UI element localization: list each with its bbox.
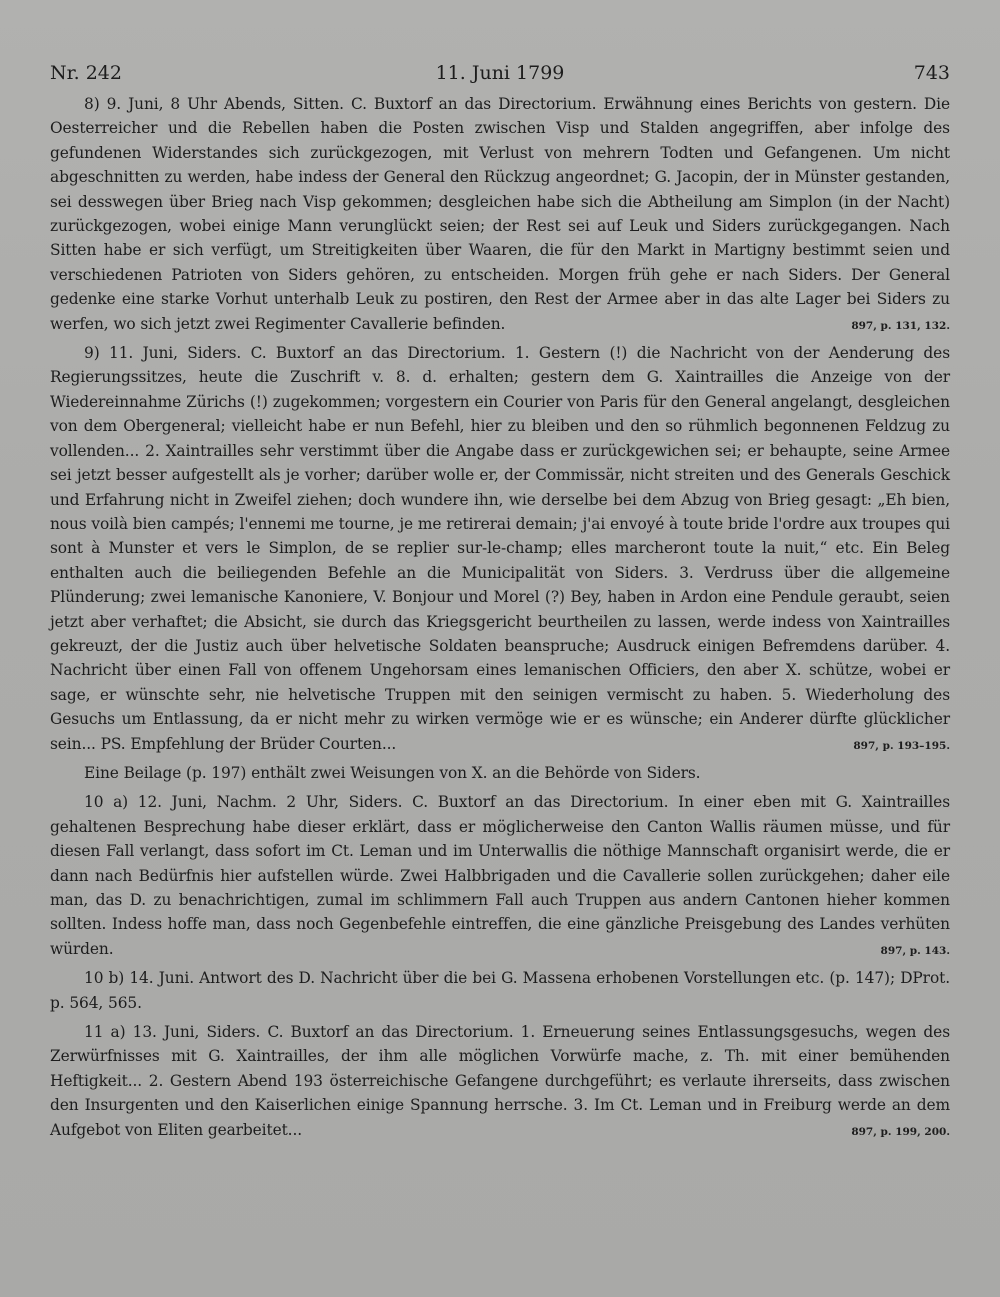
archive-reference: 897, p. 193–195. [853,739,950,752]
page-number: 743 [913,62,950,84]
archive-reference: 897, p. 131, 132. [851,319,950,332]
entry-text: 11 a) 13. Juni, Siders. C. Buxtorf an das Directorium. 1. Erneuerung seines Entlassungsgesuchs, wegen des Zerwürfnisses mit G. Xaintrailles, der ihm alle möglichen Vorwürfe mache, z. Th. mit einer bemühenden Heftigkeit... 2. Gestern Abend 193 österreichische Gefangene durchgeführt; es verlaute ihrerseits, dass zwischen den Insurgenten und den Kaiserlichen einige Spannung herrsche. 3. Im Ct. Leman und in Freiburg werde an dem Aufgebot von Eliten gearbeitet... [50,1023,950,1139]
entry-text: 8) 9. Juni, 8 Uhr Abends, Sitten. C. Buxtorf an das Directorium. Erwähnung eines Berichts von gestern. Die Oesterreicher und die Rebellen haben die Posten zwischen Visp und Stalden angegriffen, aber infolge des gefundenen Widerstandes sich zurückgezogen, mit Verlust von mehrern Todten und Gefangenen. Um nicht abgeschnitten zu werden, habe indess der General den Rückzug angeordnet; G. Jacopin, der in Münster gestanden, sei desswegen über Brieg nach Visp gekommen; desgleichen habe sich die Abtheilung am Simplon (in der Nacht) zurückgezogen, wobei einige Mann verunglückt seien; der Rest sei auf Leuk und Siders zurückgegangen. Nach Sitten habe er sich verfügt, um Streitigkeiten über Waaren, die für den Markt in Martigny bestimmt seien und verschiedenen Patrioten von Siders gehören, zu entscheiden. Morgen früh gehe er nach Siders. Der General gedenke eine starke Vorhut unterhalb Leuk zu postiren, den Rest der Armee aber in das alte Lager bei Siders zu werfen, wo sich jetzt zwei Regimenter Cavallerie befinden. [50,95,950,333]
running-header [50,58,950,88]
entry-10a [50,790,950,961]
archive-reference: 897, p. 143. [880,944,950,957]
entry-10b [50,966,950,1015]
document-number: Nr. 242 [50,62,122,84]
entry-text: 9) 11. Juni, Siders. C. Buxtorf an das Directorium. 1. Gestern (!) die Nachricht von der Aenderung des Regierungssitzes, heute die Zuschrift v. 8. d. erhalten; gestern dem G. Xaintrailles die Anzeige von der Wiedereinnahme Zürichs (!) zugekommen; vorgestern ein Courier von Paris für den General angelangt, desgleichen von dem Obergeneral; vielleicht habe er nun Befehl, hier zu bleiben und den so rühmlich begonnenen Feldzug zu vollenden... 2. Xaintrailles sehr verstimmt über die Angabe dass er zurückgewichen sei; er behaupte, seine Armee sei jetzt besser aufgestellt als je vorher; darüber wolle er, der Commissär, nicht streiten und des Generals Geschick und Erfahrung nicht in Zweifel ziehen; doch wundere ihn, wie derselbe bei dem Abzug von Brieg gesagt: „Eh bien, nous voilà bien campés; l'ennemi me tourne, je me retirerai demain; j'ai envoyé à toute bride l'ordre aux troupes qui sont à Munster et vers le Simplon, de se replier sur-le-champ; elles marcheront toute la nuit,“ etc. Ein Beleg enthalten auch die beiliegenden Befehle an die Municipalität von Siders. 3. Verdruss über die allgemeine Plünderung; zwei lemanische Kanoniere, V. Bonjour und Morel (?) Bey, haben in Ardon eine Pendule geraubt, seien jetzt aber verhaftet; die Absicht, sie durch das Kriegsgericht beurtheilen zu lassen, werde indess von Xaintrailles gekreuzt, der die Justiz auch über helvetische Soldaten beanspruche; Ausdruck einigen Befremdens darüber. 4. Nachricht über einen Fall von offenem Ungehorsam eines lemanischen Officiers, den aber X. schütze, wobei er sage, er wünschte sehr, nie helvetische Truppen mit den seinigen vermischt zu haben. 5. Wiederholung des Gesuchs um Entlassung, da er nicht mehr zu wirken vermöge wie er es wünsche; ein Anderer dürfte glücklicher sein... PS. Empfehlung der Brüder Courten... [50,344,950,753]
entry-9 [50,341,950,756]
entry-text: 10 a) 12. Juni, Nachm. 2 Uhr, Siders. C. Buxtorf an das Directorium. In einer eben mit G. Xaintrailles gehaltenen Besprechung habe dieser erklärt, dass er möglicherweise den Canton Wallis räumen müsse, und für diesen Fall verlangt, dass sofort im Ct. Leman und im Unterwallis die nöthige Mannschaft organisirt werde, die er dann nach Bedürfnis hier aufstellen würde. Zwei Halbbrigaden und die Cavallerie sollen zurückgehen; daher eile man, das D. zu benachrichtigen, zumal im schlimmern Fall auch Truppen aus andern Cantonen hieher kommen sollten. Indess hoffe man, dass noch Gegenbefehle eintreffen, die eine gänzliche Preisgebung des Landes verhüten würden. [50,793,950,958]
archive-reference: 897, p. 199, 200. [851,1125,950,1138]
entry-text: 10 b) 14. Juni. Antwort des D. Nachricht über die bei G. Massena erhobenen Vorstellungen etc. (p. 147); DProt. p. 564, 565. [50,969,950,1012]
document-body [50,92,950,1147]
entry-11a [50,1020,950,1142]
entry-9-attachment [50,761,950,785]
entry-text: Eine Beilage (p. 197) enthält zwei Weisungen von X. an die Behörde von Siders. [84,763,701,782]
header-date: 11. Juni 1799 [435,62,565,84]
entry-8 [50,92,950,336]
